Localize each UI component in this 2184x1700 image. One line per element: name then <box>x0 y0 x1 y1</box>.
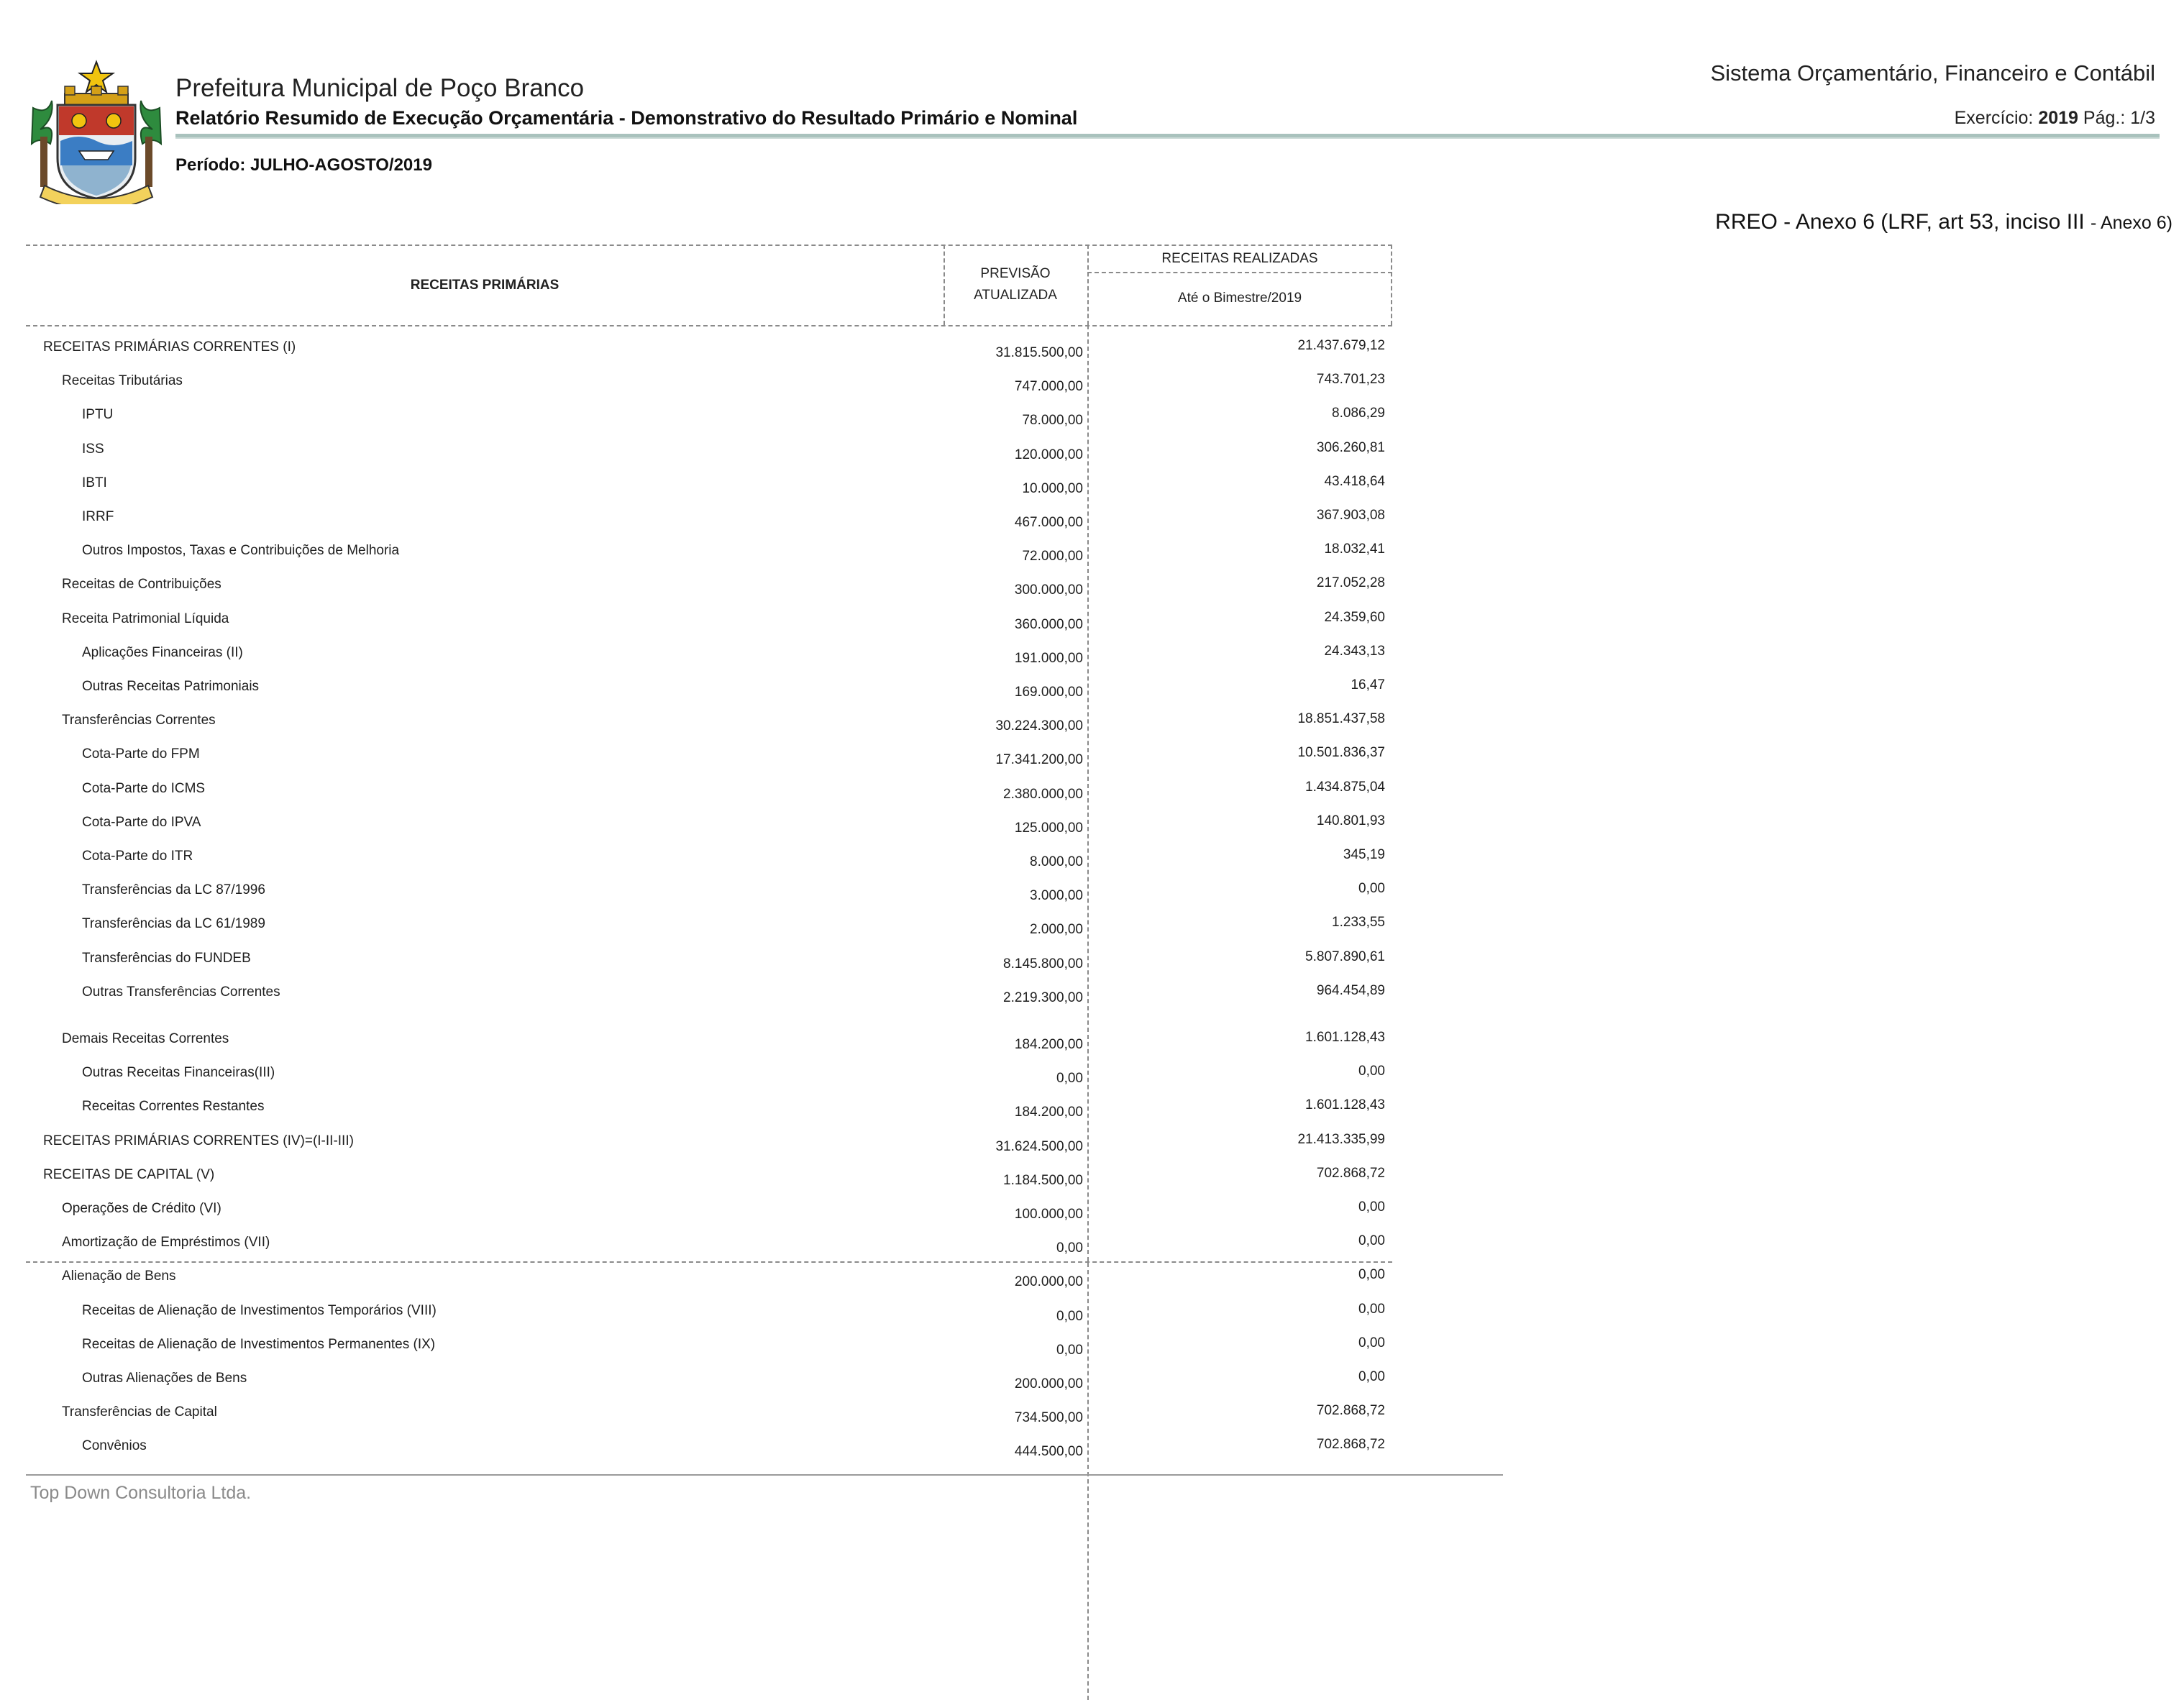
row-previsao-value: 200.000,00 <box>1014 1376 1083 1391</box>
row-realizada-value: 0,00 <box>1358 1233 1385 1249</box>
row-label: Transferências de Capital <box>62 1404 217 1420</box>
row-label: Transferências Correntes <box>62 713 216 728</box>
table-row <box>26 501 1392 534</box>
row-previsao-value: 2.000,00 <box>1030 922 1083 938</box>
row-realizada-value: 0,00 <box>1358 1335 1385 1351</box>
table-row <box>26 1056 1392 1090</box>
row-label: Convênios <box>82 1438 147 1454</box>
row-label: IPTU <box>82 407 114 423</box>
exercise-year: 2019 <box>2038 108 2078 128</box>
row-realizada-value: 8.086,29 <box>1332 406 1385 421</box>
row-label: Outras Transferências Correntes <box>82 984 280 1000</box>
row-previsao-value: 8.145.800,00 <box>1003 956 1083 972</box>
row-previsao-value: 30.224.300,00 <box>995 718 1083 734</box>
row-realizada-value: 1.601.128,43 <box>1305 1030 1385 1045</box>
row-label: Receita Patrimonial Líquida <box>62 611 229 626</box>
row-previsao-value: 191.000,00 <box>1014 650 1083 666</box>
row-label: Cota-Parte do IPVA <box>82 814 201 830</box>
header-receitas-realizadas: RECEITAS REALIZADAS <box>1161 251 1318 266</box>
coat-of-arms-logo <box>19 58 174 204</box>
header-ate-bimestre: Até o Bimestre/2019 <box>1177 291 1302 306</box>
row-label: Outros Impostos, Taxas e Contribuições de Melhoria <box>82 543 400 559</box>
row-previsao-value: 100.000,00 <box>1014 1207 1083 1222</box>
table-row <box>26 1396 1392 1430</box>
row-previsao-value: 734.500,00 <box>1014 1410 1083 1426</box>
table-row <box>26 976 1392 1010</box>
row-label: ISS <box>82 441 104 457</box>
municipality-name: Prefeitura Municipal de Poço Branco <box>175 74 585 102</box>
header-divider <box>175 134 2160 139</box>
row-label: RECEITAS PRIMÁRIAS CORRENTES (IV)=(I-II-III) <box>43 1133 354 1148</box>
row-realizada-value: 18.032,41 <box>1324 541 1385 557</box>
exercise-and-page <box>1955 108 2155 129</box>
table-row <box>26 1090 1392 1124</box>
row-label: Receitas de Alienação de Investimentos Permanentes (IX) <box>82 1336 436 1352</box>
row-label: Outras Alienações de Bens <box>82 1371 247 1386</box>
row-label: Receitas Correntes Restantes <box>82 1099 265 1115</box>
row-realizada-value: 702.868,72 <box>1316 1165 1385 1181</box>
row-realizada-value: 5.807.890,61 <box>1305 949 1385 964</box>
table-row <box>26 568 1392 602</box>
table-row <box>26 636 1392 670</box>
table-row <box>26 365 1392 398</box>
row-realizada-value: 1.233,55 <box>1332 915 1385 931</box>
annex-reference <box>1715 210 2172 234</box>
row-label: Cota-Parte do ITR <box>82 849 193 864</box>
table-header-bottom-rule <box>26 325 1392 326</box>
row-previsao-value: 169.000,00 <box>1014 685 1083 700</box>
annex-main: RREO - Anexo 6 (LRF, art 53, inciso III <box>1715 210 2085 234</box>
table-row <box>26 738 1392 772</box>
table-row <box>26 908 1392 941</box>
row-previsao-value: 8.000,00 <box>1030 854 1083 869</box>
row-label: Cota-Parte do ICMS <box>82 780 206 796</box>
header-atualizada: ATUALIZADA <box>974 288 1057 303</box>
row-label: Transferências do FUNDEB <box>82 950 251 966</box>
row-previsao-value: 3.000,00 <box>1030 888 1083 904</box>
table-row <box>26 806 1392 840</box>
row-previsao-value: 0,00 <box>1056 1308 1083 1324</box>
row-previsao-value: 1.184.500,00 <box>1003 1172 1083 1188</box>
row-previsao-value: 31.815.500,00 <box>995 345 1083 360</box>
row-realizada-value: 10.501.836,37 <box>1297 745 1385 761</box>
row-label: Transferências da LC 61/1989 <box>82 916 265 932</box>
row-previsao-value: 17.341.200,00 <box>995 752 1083 768</box>
row-previsao-value: 0,00 <box>1056 1071 1083 1087</box>
row-realizada-value: 43.418,64 <box>1324 473 1385 489</box>
row-realizada-value: 1.601.128,43 <box>1305 1097 1385 1113</box>
header-previsao: PREVISÃO <box>980 266 1051 281</box>
row-realizada-value: 0,00 <box>1358 881 1385 897</box>
report-period: Período: JULHO-AGOSTO/2019 <box>175 155 432 175</box>
row-realizada-value: 1.434.875,04 <box>1305 779 1385 795</box>
row-realizada-value: 0,00 <box>1358 1267 1385 1283</box>
row-previsao-value: 184.200,00 <box>1014 1105 1083 1120</box>
page-indicator: Pág.: 1/3 <box>2083 108 2155 128</box>
row-previsao-value: 10.000,00 <box>1022 480 1083 496</box>
table-row <box>26 433 1392 467</box>
row-realizada-value: 24.343,13 <box>1324 643 1385 659</box>
footer-company: Top Down Consultoria Ltda. <box>30 1483 252 1503</box>
row-previsao-value: 31.624.500,00 <box>995 1138 1083 1154</box>
row-previsao-value: 2.380.000,00 <box>1003 786 1083 802</box>
row-label: RECEITAS PRIMÁRIAS CORRENTES (I) <box>43 339 296 355</box>
header-col-divider-1 <box>943 245 945 325</box>
row-label: Transferências da LC 87/1996 <box>82 882 265 898</box>
table-row <box>26 467 1392 501</box>
table-row <box>26 1192 1392 1226</box>
row-previsao-value: 360.000,00 <box>1014 616 1083 632</box>
row-label: Aplicações Financeiras (II) <box>82 644 243 660</box>
primary-revenue-table <box>26 245 1392 1460</box>
row-previsao-value: 184.200,00 <box>1014 1037 1083 1052</box>
table-row <box>26 1328 1392 1362</box>
table-row <box>26 1023 1392 1056</box>
row-label: Demais Receitas Correntes <box>62 1031 229 1046</box>
row-label: Cota-Parte do FPM <box>82 746 200 762</box>
row-label: IRRF <box>82 509 114 524</box>
row-realizada-value: 306.260,81 <box>1316 439 1385 455</box>
header-receitas-primarias: RECEITAS PRIMÁRIAS <box>410 278 559 293</box>
row-previsao-value: 2.219.300,00 <box>1003 990 1083 1005</box>
realized-group-rule <box>1087 272 1392 273</box>
row-realizada-value: 0,00 <box>1358 1199 1385 1215</box>
table-row <box>26 1260 1392 1294</box>
table-top-rule <box>26 245 1392 246</box>
table-row <box>26 534 1392 568</box>
row-previsao-value: 0,00 <box>1056 1342 1083 1358</box>
table-row <box>26 331 1392 365</box>
table-row <box>26 1294 1392 1328</box>
report-title: Relatório Resumido de Execução Orçamentária - Demonstrativo do Resultado Primário e Nominal <box>175 107 1078 129</box>
row-label: Operações de Crédito (VI) <box>62 1201 221 1216</box>
table-row <box>26 1125 1392 1159</box>
table-row <box>26 398 1392 432</box>
row-realizada-value: 217.052,28 <box>1316 575 1385 591</box>
row-previsao-value: 300.000,00 <box>1014 582 1083 598</box>
row-previsao-value: 0,00 <box>1056 1240 1083 1256</box>
row-previsao-value: 747.000,00 <box>1014 379 1083 395</box>
row-previsao-value: 444.500,00 <box>1014 1444 1083 1460</box>
row-realizada-value: 21.437.679,12 <box>1297 338 1385 353</box>
table-row <box>26 670 1392 704</box>
table-row <box>26 1430 1392 1463</box>
exercise-label: Exercício: <box>1954 108 2034 128</box>
annex-small: - Anexo 6) <box>2091 213 2172 233</box>
row-previsao-value: 125.000,00 <box>1014 820 1083 836</box>
row-label: Receitas de Alienação de Investimentos Temporários (VIII) <box>82 1302 437 1318</box>
row-previsao-value: 467.000,00 <box>1014 515 1083 530</box>
row-realizada-value: 0,00 <box>1358 1301 1385 1317</box>
row-previsao-value: 72.000,00 <box>1022 549 1083 565</box>
row-realizada-value: 743.701,23 <box>1316 372 1385 388</box>
row-realizada-value: 702.868,72 <box>1316 1437 1385 1453</box>
row-label: Alienação de Bens <box>62 1269 176 1284</box>
row-previsao-value: 120.000,00 <box>1014 447 1083 462</box>
row-label: Amortização de Empréstimos (VII) <box>62 1235 270 1251</box>
table-row <box>26 942 1392 976</box>
row-realizada-value: 0,00 <box>1358 1064 1385 1079</box>
row-realizada-value: 0,00 <box>1358 1369 1385 1384</box>
row-realizada-value: 702.868,72 <box>1316 1403 1385 1419</box>
row-realizada-value: 964.454,89 <box>1316 982 1385 998</box>
row-label: Receitas de Contribuições <box>62 577 221 593</box>
footer-divider <box>26 1474 1503 1476</box>
row-realizada-value: 345,19 <box>1343 847 1385 862</box>
table-row <box>26 704 1392 738</box>
row-label: RECEITAS DE CAPITAL (V) <box>43 1166 215 1182</box>
row-label: Outras Receitas Financeiras(III) <box>82 1065 275 1081</box>
table-row <box>26 1362 1392 1396</box>
row-label: IBTI <box>82 475 107 490</box>
row-realizada-value: 367.903,08 <box>1316 508 1385 523</box>
row-realizada-value: 16,47 <box>1351 677 1385 693</box>
row-label: Outras Receitas Patrimoniais <box>82 679 260 694</box>
row-realizada-value: 18.851.437,58 <box>1297 711 1385 727</box>
row-realizada-value: 24.359,60 <box>1324 609 1385 625</box>
row-realizada-value: 21.413.335,99 <box>1297 1131 1385 1147</box>
row-previsao-value: 200.000,00 <box>1014 1274 1083 1290</box>
row-label: Receitas Tributárias <box>62 373 183 389</box>
row-previsao-value: 78.000,00 <box>1022 413 1083 429</box>
table-row <box>26 840 1392 874</box>
table-row <box>26 874 1392 908</box>
table-row <box>26 772 1392 806</box>
table-row <box>26 1226 1392 1260</box>
system-name: Sistema Orçamentário, Financeiro e Contábil <box>1710 60 2155 86</box>
table-row <box>26 603 1392 636</box>
row-realizada-value: 140.801,93 <box>1316 813 1385 828</box>
table-row <box>26 1159 1392 1192</box>
